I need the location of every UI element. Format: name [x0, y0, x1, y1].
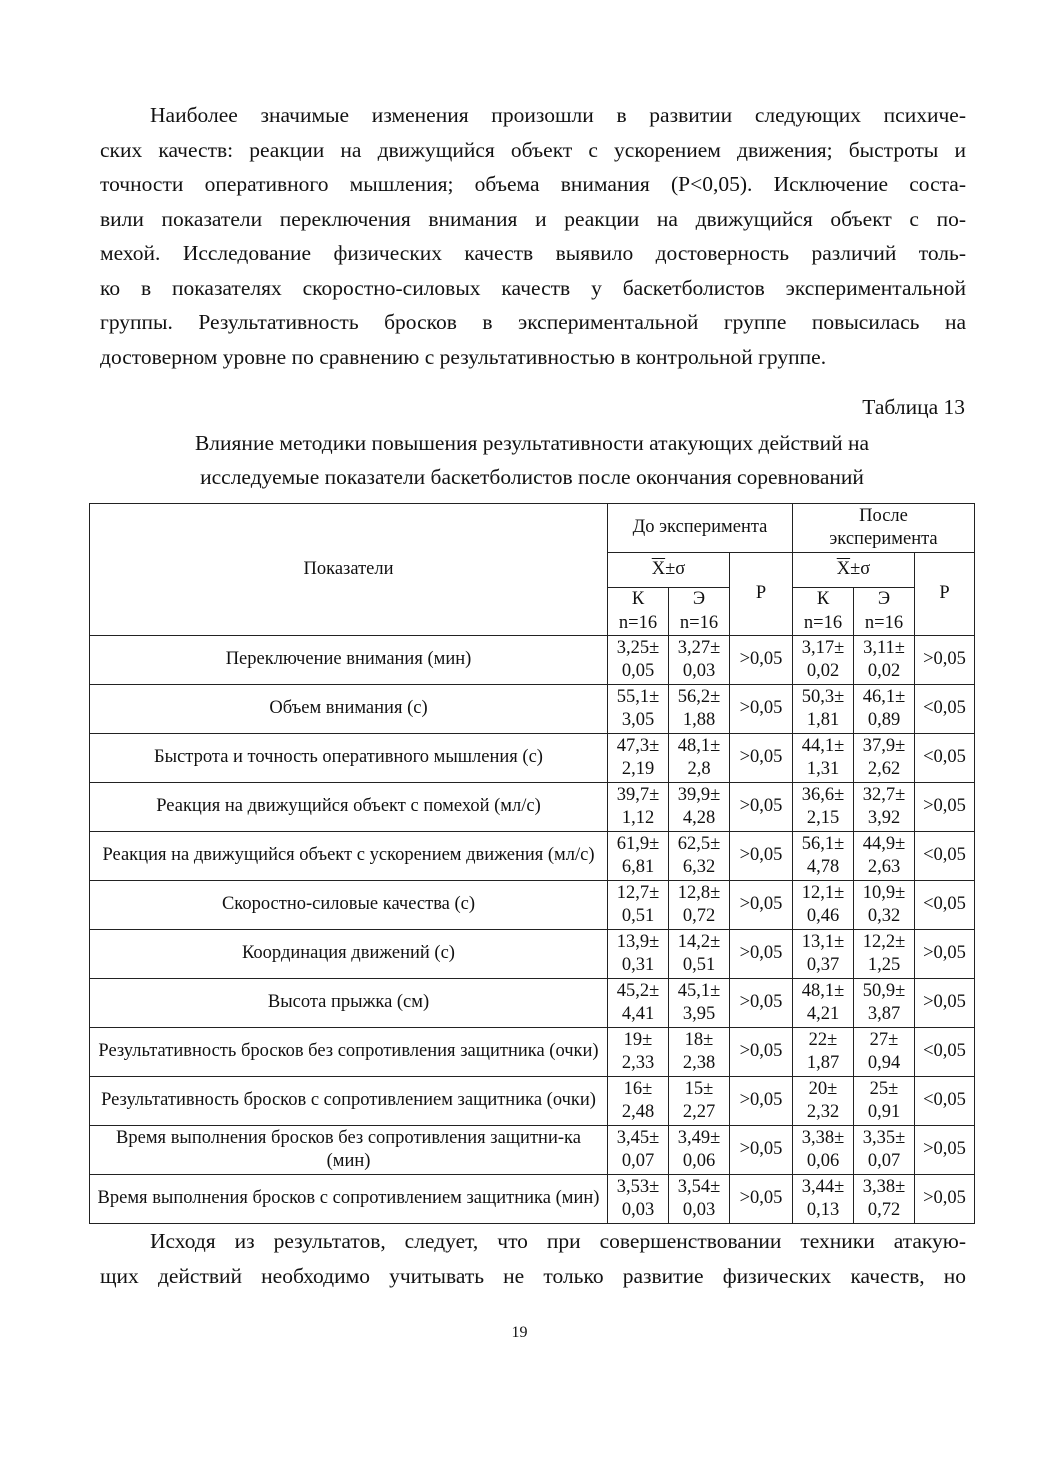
indicator-name: Быстрота и точность оперативного мышления (с) — [90, 734, 608, 783]
after-control-cell — [793, 685, 854, 734]
mean-value: 36,6± — [801, 784, 845, 805]
mean-value: 45,1± — [677, 980, 721, 1001]
sd-value: 4,21 — [806, 1004, 840, 1024]
after-experimental-cell — [854, 783, 915, 832]
table-caption — [90, 426, 974, 494]
body-paragraph-1 — [100, 98, 966, 374]
table-row — [90, 930, 975, 979]
body-paragraph-2 — [100, 1224, 966, 1293]
after-experimental-cell — [854, 930, 915, 979]
indicator-name: Реакция на движущийся объект с ускорением движения (мл/с) — [90, 832, 608, 881]
after-experimental-cell — [854, 979, 915, 1028]
table-row — [90, 685, 975, 734]
sd-value: 0,51 — [621, 906, 655, 926]
after-experimental-cell — [854, 881, 915, 930]
before-control-cell — [608, 734, 669, 783]
results-table — [89, 503, 975, 1224]
after-experimental-cell — [854, 1028, 915, 1077]
mean-value: 50,3± — [801, 686, 845, 707]
after-p-cell: >0,05 — [915, 930, 975, 979]
sd-value: 0,06 — [682, 1151, 716, 1171]
mean-value: 3,27± — [677, 637, 721, 658]
header-after-line: После — [859, 505, 908, 526]
before-experimental-cell — [669, 1126, 730, 1175]
after-experimental-cell — [854, 832, 915, 881]
sd-value: 0,72 — [867, 1200, 901, 1220]
header-mean — [608, 553, 730, 588]
sd-value: 2,62 — [867, 759, 901, 779]
sigma-symbol: ±σ — [850, 559, 871, 580]
after-control-cell — [793, 1028, 854, 1077]
after-control-cell — [793, 636, 854, 685]
mean-value: 48,1± — [801, 980, 845, 1001]
after-control-cell — [793, 832, 854, 881]
after-p-cell: >0,05 — [915, 1126, 975, 1175]
after-p-cell: >0,05 — [915, 636, 975, 685]
group-label: К — [816, 589, 830, 609]
sd-value: 3,92 — [867, 808, 901, 828]
after-p-cell: <0,05 — [915, 685, 975, 734]
before-p-cell: >0,05 — [730, 979, 793, 1028]
header-row — [90, 504, 975, 553]
table-body — [90, 636, 975, 1224]
indicator-name: Результативность бросков без сопротивления защитника (очки) — [90, 1028, 608, 1077]
before-experimental-cell — [669, 636, 730, 685]
text-line: группы. Результативность бросков в экспериментальной группе повысилась на — [100, 310, 966, 334]
mean-value: 14,2± — [677, 931, 721, 952]
table-row — [90, 1126, 975, 1175]
mean-value: 16± — [623, 1078, 653, 1099]
sd-value: 0,03 — [682, 661, 716, 681]
mean-value: 56,1± — [801, 833, 845, 854]
before-control-cell — [608, 1077, 669, 1126]
after-p-cell: <0,05 — [915, 881, 975, 930]
table-row — [90, 783, 975, 832]
caption-line: исследуемые показатели баскетболистов после окончания соревнований — [200, 465, 864, 489]
sd-value: 0,89 — [867, 710, 901, 730]
header-indicators: Показатели — [90, 504, 608, 636]
table-row — [90, 636, 975, 685]
before-p-cell: >0,05 — [730, 881, 793, 930]
sd-value: 2,38 — [682, 1053, 716, 1073]
after-p-cell: >0,05 — [915, 979, 975, 1028]
group-size: n=16 — [679, 612, 719, 633]
mean-value: 12,2± — [862, 931, 906, 952]
sd-value: 0,06 — [806, 1151, 840, 1171]
after-control-cell — [793, 1175, 854, 1224]
mean-value: 10,9± — [862, 882, 906, 903]
sd-value: 0,07 — [867, 1151, 901, 1171]
sd-value: 1,12 — [621, 808, 655, 828]
header-after-line: эксперимента — [829, 529, 938, 549]
mean-value: 61,9± — [616, 833, 660, 854]
header-k — [793, 588, 854, 636]
mean-value: 3,25± — [616, 637, 660, 658]
table-row — [90, 1028, 975, 1077]
text-line: вили показатели переключения внимания и реакции на движущийся объект с по- — [100, 206, 966, 231]
sd-value: 1,81 — [806, 710, 840, 730]
header-k — [608, 588, 669, 636]
before-p-cell: >0,05 — [730, 636, 793, 685]
sd-value: 4,78 — [806, 857, 840, 877]
header-mean — [793, 553, 915, 588]
text-line: точности оперативного мышления; объема внимания (Р<0,05). Исключение соста- — [100, 172, 966, 196]
sd-value: 0,03 — [621, 1200, 655, 1220]
indicator-name: Переключение внимания (мин) — [90, 636, 608, 685]
sd-value: 1,87 — [806, 1053, 840, 1073]
sd-value: 2,8 — [687, 759, 711, 779]
header-after — [793, 504, 975, 553]
table-row — [90, 1175, 975, 1224]
mean-value: 13,9± — [616, 931, 660, 952]
after-control-cell — [793, 1126, 854, 1175]
mean-value: 19± — [623, 1029, 653, 1050]
after-experimental-cell — [854, 636, 915, 685]
mean-value: 3,17± — [801, 637, 845, 658]
sd-value: 2,33 — [621, 1053, 655, 1073]
indicator-name: Высота прыжка (см) — [90, 979, 608, 1028]
sd-value: 1,25 — [867, 955, 901, 975]
header-e — [854, 588, 915, 636]
group-size: n=16 — [864, 612, 904, 633]
header-e — [669, 588, 730, 636]
sd-value: 3,87 — [867, 1004, 901, 1024]
mean-symbol: $\overline{X}$ — [836, 559, 851, 580]
mean-value: 46,1± — [862, 686, 906, 707]
before-control-cell — [608, 979, 669, 1028]
group-label: Э — [877, 589, 891, 609]
header-p: Р — [730, 553, 793, 636]
mean-value: 12,7± — [616, 882, 660, 903]
sd-value: 0,91 — [867, 1102, 901, 1122]
after-control-cell — [793, 734, 854, 783]
mean-value: 55,1± — [616, 686, 660, 707]
sd-value: 0,02 — [806, 661, 840, 681]
before-p-cell: >0,05 — [730, 1028, 793, 1077]
indicator-name: Время выполнения бросков с сопротивлением защитника (мин) — [90, 1175, 608, 1224]
before-p-cell: >0,05 — [730, 930, 793, 979]
sd-value: 2,27 — [682, 1102, 716, 1122]
after-control-cell — [793, 979, 854, 1028]
mean-value: 13,1± — [801, 931, 845, 952]
mean-value: 3,38± — [801, 1127, 845, 1148]
before-p-cell: >0,05 — [730, 1077, 793, 1126]
sd-value: 1,88 — [682, 710, 716, 730]
mean-value: 44,1± — [801, 735, 845, 756]
after-p-cell: <0,05 — [915, 1028, 975, 1077]
before-control-cell — [608, 881, 669, 930]
before-control-cell — [608, 1175, 669, 1224]
before-experimental-cell — [669, 685, 730, 734]
mean-value: 3,53± — [616, 1176, 660, 1197]
sd-value: 6,81 — [621, 857, 655, 877]
table-row — [90, 832, 975, 881]
mean-value: 39,7± — [616, 784, 660, 805]
before-p-cell: >0,05 — [730, 1175, 793, 1224]
after-experimental-cell — [854, 1175, 915, 1224]
indicator-name: Скоростно-силовые качества (с) — [90, 881, 608, 930]
sd-value: 2,32 — [806, 1102, 840, 1122]
mean-value: 48,1± — [677, 735, 721, 756]
mean-value: 45,2± — [616, 980, 660, 1001]
mean-symbol: $\overline{X}$ — [651, 559, 666, 580]
mean-value: 3,45± — [616, 1127, 660, 1148]
sd-value: 2,63 — [867, 857, 901, 877]
before-experimental-cell — [669, 1175, 730, 1224]
group-size: n=16 — [803, 612, 843, 633]
before-p-cell: >0,05 — [730, 1126, 793, 1175]
text-line: Исходя из результатов, следует, что при совершенствовании техники атакую- — [150, 1229, 966, 1253]
mean-value: 37,9± — [862, 735, 906, 756]
before-control-cell — [608, 930, 669, 979]
group-size: n=16 — [618, 612, 658, 633]
sd-value: 4,28 — [682, 808, 716, 828]
sd-value: 0,02 — [867, 661, 901, 681]
before-experimental-cell — [669, 979, 730, 1028]
before-control-cell — [608, 636, 669, 685]
before-p-cell: >0,05 — [730, 685, 793, 734]
mean-value: 3,38± — [862, 1176, 906, 1197]
sigma-symbol: ±σ — [665, 559, 686, 580]
header-p: Р — [915, 553, 975, 636]
after-experimental-cell — [854, 1126, 915, 1175]
sd-value: 6,32 — [682, 857, 716, 877]
after-control-cell — [793, 783, 854, 832]
indicator-name: Объем внимания (с) — [90, 685, 608, 734]
mean-value: 47,3± — [616, 735, 660, 756]
page-number: 19 — [511, 1324, 528, 1341]
after-experimental-cell — [854, 685, 915, 734]
mean-value: 3,54± — [677, 1176, 721, 1197]
after-p-cell: <0,05 — [915, 1077, 975, 1126]
table-row — [90, 881, 975, 930]
sd-value: 0,32 — [867, 906, 901, 926]
sd-value: 0,13 — [806, 1200, 840, 1220]
sd-value: 0,31 — [621, 955, 655, 975]
sd-value: 3,05 — [621, 710, 655, 730]
text-line: ко в показателях скоростно-силовых качеств у баскетболистов экспериментальной — [100, 275, 966, 300]
after-control-cell — [793, 881, 854, 930]
sd-value: 4,41 — [621, 1004, 655, 1024]
before-experimental-cell — [669, 783, 730, 832]
before-control-cell — [608, 685, 669, 734]
sd-value: 0,94 — [867, 1053, 901, 1073]
table-row — [90, 1077, 975, 1126]
sd-value: 2,15 — [806, 808, 840, 828]
mean-value: 3,35± — [862, 1127, 906, 1148]
group-label: К — [631, 589, 645, 609]
mean-value: 62,5± — [677, 833, 721, 854]
header-before: До эксперимента — [608, 504, 793, 553]
text-line: достоверном уровне по сравнению с результативностью в контрольной группе. — [100, 344, 827, 369]
before-p-cell: >0,05 — [730, 832, 793, 881]
mean-value: 3,11± — [863, 637, 905, 658]
mean-value: 39,9± — [677, 784, 721, 805]
indicator-name: Координация движений (с) — [90, 930, 608, 979]
caption-line: Влияние методики повышения результативности атакующих действий на — [194, 431, 870, 455]
mean-value: 32,7± — [862, 784, 906, 805]
mean-value: 15± — [684, 1078, 714, 1099]
mean-value: 56,2± — [677, 686, 721, 707]
sd-value: 0,37 — [806, 955, 840, 975]
table-row — [90, 734, 975, 783]
before-control-cell — [608, 1028, 669, 1077]
after-experimental-cell — [854, 734, 915, 783]
before-p-cell: >0,05 — [730, 734, 793, 783]
text-line: щих действий необходимо учитывать не только развитие физических качеств, но — [100, 1263, 966, 1288]
sd-value: 2,19 — [621, 759, 655, 779]
sd-value: 0,46 — [806, 906, 840, 926]
before-control-cell — [608, 832, 669, 881]
after-experimental-cell — [854, 1077, 915, 1126]
before-experimental-cell — [669, 1077, 730, 1126]
group-label: Э — [692, 589, 706, 609]
before-control-cell — [608, 1126, 669, 1175]
table-row — [90, 979, 975, 1028]
sd-value: 1,31 — [806, 759, 840, 779]
indicator-name: Результативность бросков с сопротивлением защитника (очки) — [90, 1077, 608, 1126]
mean-value: 44,9± — [862, 833, 906, 854]
after-p-cell: >0,05 — [915, 783, 975, 832]
after-p-cell: >0,05 — [915, 1175, 975, 1224]
mean-value: 3,49± — [677, 1127, 721, 1148]
mean-value: 27± — [869, 1029, 899, 1050]
indicator-name: Реакция на движущийся объект с помехой (мл/с) — [90, 783, 608, 832]
text-line: мехой. Исследование физических качеств выявило достоверность различий толь- — [100, 241, 966, 265]
sd-value: 0,07 — [621, 1151, 655, 1171]
before-experimental-cell — [669, 832, 730, 881]
before-experimental-cell — [669, 1028, 730, 1077]
before-experimental-cell — [669, 734, 730, 783]
sd-value: 0,03 — [682, 1200, 716, 1220]
before-p-cell: >0,05 — [730, 783, 793, 832]
after-p-cell: <0,05 — [915, 832, 975, 881]
mean-value: 22± — [808, 1029, 838, 1050]
before-experimental-cell — [669, 930, 730, 979]
sd-value: 3,95 — [682, 1004, 716, 1024]
mean-value: 12,8± — [677, 882, 721, 903]
mean-value: 18± — [684, 1029, 714, 1050]
after-p-cell: <0,05 — [915, 734, 975, 783]
indicator-name: Время выполнения бросков без сопротивления защитни-ка (мин) — [90, 1126, 608, 1175]
mean-value: 20± — [808, 1078, 838, 1099]
sd-value: 0,05 — [621, 661, 655, 681]
before-experimental-cell — [669, 881, 730, 930]
mean-value: 50,9± — [862, 980, 906, 1001]
text-line: Наиболее значимые изменения произошли в развитии следующих психиче- — [150, 103, 966, 127]
after-control-cell — [793, 930, 854, 979]
sd-value: 0,72 — [682, 906, 716, 926]
sd-value: 0,51 — [682, 955, 716, 975]
table-number: Таблица 13 — [862, 395, 965, 419]
sd-value: 2,48 — [621, 1102, 655, 1122]
mean-value: 25± — [869, 1078, 899, 1099]
mean-value: 12,1± — [801, 882, 845, 903]
mean-value: 3,44± — [801, 1176, 845, 1197]
after-control-cell — [793, 1077, 854, 1126]
before-control-cell — [608, 783, 669, 832]
text-line: ских качеств: реакции на движущийся объект с ускорением движения; быстроты и — [100, 137, 966, 162]
